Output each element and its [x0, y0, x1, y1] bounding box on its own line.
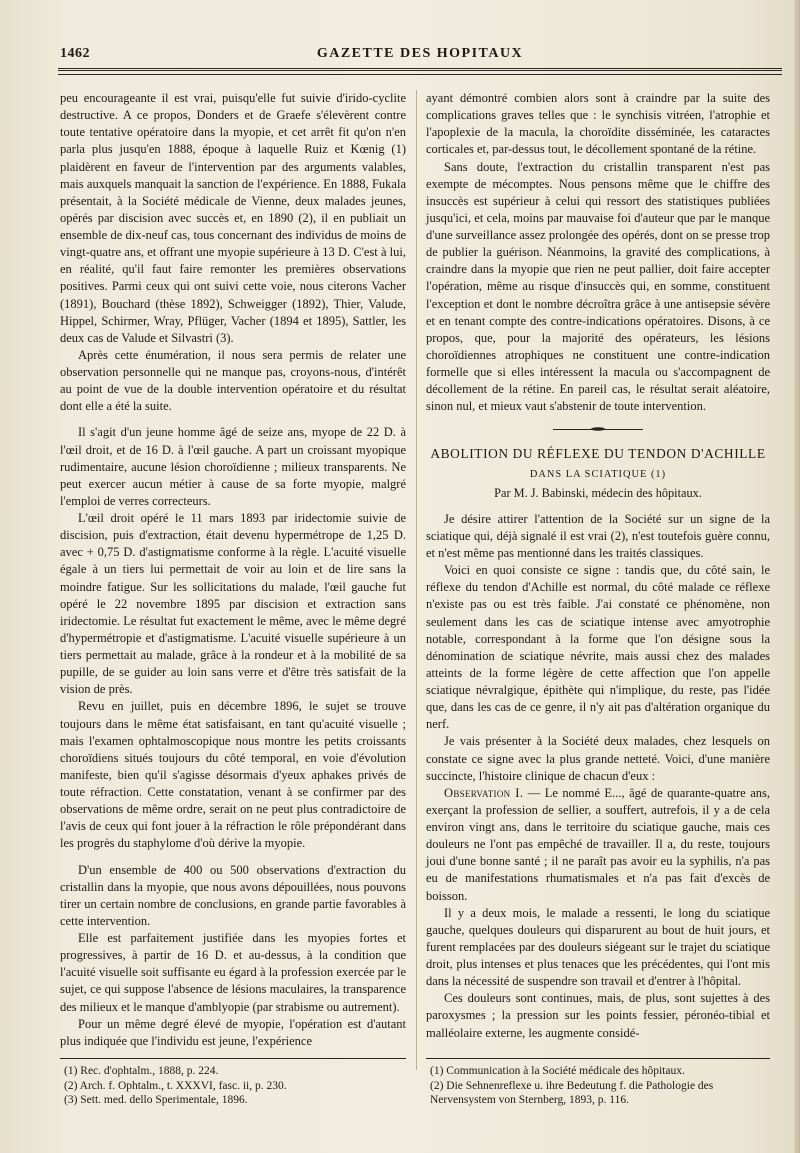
- paragraph: Revu en juillet, puis en décembre 1896, le sujet se trouve toujours dans le même état satisfaisant, en tant qu'acuité visuelle ; mais l'examen ophtalmoscopique nous montre les petits croissants choroïdiens situés toujours du côté temporal, en voie d'évolution manifeste, bien qu'il s'agisse désormais d'yeux aphakes privés de toute réfraction. Cette constatation, venant à se confirmer par des observations de même ordre, serait on ne peut plus contradictoire de l'avis de ceux qui font jouer à la réfraction le rôle prépondérant dans les progrès du staphylome d'où dérive la myopie.: [60, 699, 406, 851]
- paragraph: Après cette énumération, il nous sera permis de relater une observation personnelle qui ne manque pas, croyons-nous, d'intérêt au point de vue de la double intervention opératoire et du résultat dont elle a été la suite.: [60, 347, 406, 414]
- footnote: (3) Sett. med. dello Sperimentale, 1896.: [64, 1094, 248, 1107]
- header-rule-thin: [58, 74, 782, 75]
- article-subtitle: DANS LA SCIATIQUE (1): [529, 468, 667, 480]
- right-column: [426, 90, 770, 1042]
- paragraph: Il s'agit d'un jeune homme âgé de seize ans, myope de 22 D. à l'œil droit, et de 16 D. à l'œil gauche. A part un croissant myopique rudimentaire, aucune lésion choroïdienne ; milieux transparents. Ne peut exercer aucun métier à cause de sa forte myopie, malgré l'emploi de verres correcteurs.: [60, 425, 406, 508]
- column-divider: [416, 90, 417, 1070]
- paragraph: Sans doute, l'extraction du cristallin transparent n'est pas exempte de mécomptes. Nous pensons même que le chiffre des insuccès est supérieur à celui qui ressort des statistiques publiées jusqu'ici, et cela, moins par mauvaise foi d'auteur que par le manque d'une surveillance assez prolongée des opérés, dont on se presse trop de publier la guérison. Néanmoins, la gravité des complications, à craindre dans la myopie que rien ne peut pallier, doit faire accepter l'opération, même au risque d'insuccès qui, en somme, constituent l'exception et dont le nombre décroîtra grâce à une antisepsie sévère et en tenant compte des contre-indications opératoires. Disons, à ce propos, que, pour la majorité des opérateurs, les lésions choroïdiennes atrophiques ne constituent une contre-indication formelle que si elles intéressent la macula ou s'accompagnent de décollement de la rétine. En pareil cas, le résultat serait aléatoire, sinon nul, et mieux vaut s'abstenir de toute intervention.: [426, 159, 770, 414]
- paragraph: D'un ensemble de 400 ou 500 observations d'extraction du cristallin dans la myopie, que nous avons dépouillées, nous pouvons tirer un certain nombre de conclusions, en grande partie favorables à cette intervention.: [60, 862, 406, 928]
- header-rule: [58, 68, 782, 71]
- page-header: [60, 46, 780, 68]
- article-title: ABOLITION DU RÉFLEXE DU TENDON D'ACHILLE: [430, 446, 766, 462]
- paragraph: ayant démontré combien alors sont à craindre par la suite des complications graves telles que : le synchisis vitréen, l'atrophie et l'apoplexie de la macula, la choroïdite disséminée, les cataractes corticales et, par-dessus tout, le décollement spontané de la rétine.: [426, 91, 770, 157]
- footnote-rule: [426, 1058, 770, 1059]
- paragraph: Je désire attirer l'attention de la Société sur un signe de la sciatique qui, déjà signalé il est vrai (2), n'est toutefois guère connu, et n'est même pas mentionné dans les traités classiques.: [426, 511, 770, 560]
- footnotes-right: [426, 1064, 770, 1108]
- observation-paragraph: [426, 785, 770, 905]
- paragraph: Elle est parfaitement justifiée dans les myopies fortes et progressives, à partir de 16 D. et au-dessus, à la condition que l'acuité visuelle soit suffisante eu égard à la profession exercée par le sujet, ce qui suppose l'absence de lésions maculaires, la transparence des milieux et le manque d'amblyopie (par strabisme ou autrement).: [60, 931, 406, 1014]
- footnote: (1) Communication à la Société médicale des hôpitaux.: [430, 1065, 685, 1077]
- paragraph: Je vais présenter à la Société deux malades, chez lesquels on constate ce signe avec la plus grande netteté. Voici, d'une manière succincte, l'histoire clinique de chacun d'eux :: [426, 734, 770, 783]
- footnote-rule: [60, 1058, 406, 1059]
- article-author: Par M. J. Babinski, médecin des hôpitaux.: [494, 485, 702, 500]
- paragraph: peu encourageante il est vrai, puisqu'elle fut suivie d'irido-cyclite destructive. A ce propos, Donders et de Graefe s'élevèrent contre toute tentative opératoire dans la myopie, et cet arrêt fit qu'on n'en parla plus jusqu'en 1888, époque à laquelle Ruiz et Kœnig (1) plaidèrent en faveur de l'intervention par des arguments valables, mais auxquels manquait la sanction de l'expérience. En 1888, Fukala présentait, à la Société médicale de Vienne, deux malades jeunes, opérés par discision avec succès et, en 1890 (2), il en publiait un ensemble de dix-neuf cas, tous concernant des individus de moins de vingt-quatre ans, et offrant une myopie supérieure à 13 D. C'est à lui, en réalité, qu'il faut faire remonter les premières observations positives. Parmi ceux qui ont suivi cette voie, nous citerons Vacher (1891), Bouchard (thèse 1892), Schweigger (1892), Thier, Valude, Hippel, Schirmer, Wray, Pflüger, Vacher (1894 et 1895), Sattler, les deux cas de Valude et Silvastri (3).: [60, 91, 406, 345]
- paragraph: L'œil droit opéré le 11 mars 1893 par iridectomie suivie de discision, puis d'extraction, était devenu hypermétrope de 1,25 D. avec + 0,75 D. d'astigmatisme conforme à la règle. L'acuité visuelle égale à un tiers lui permettait de voir au loin et de lire sans la moindre fatigue. Sur les sollicitations du malade, l'œil gauche fut opéré le 22 novembre 1895 par discision et extraction sans iridectomie. Le résultat fut exactement le même, avec le même degré d'hypermétropie et d'astigmatisme. L'acuité visuelle supérieure à un tiers permettait au malade, grâce à la rondeur et à la mobilité de sa pupille, de se guider au loin sans verre et d'être très satisfait de la vision de près.: [60, 511, 406, 697]
- footnote: (2) Die Sehnenreflexe u. ihre Bedeutung f. die Pathologie des Nervensystem von Sternberg, 1893, p. 116.: [430, 1079, 714, 1107]
- binding-edge: [794, 0, 800, 1153]
- paragraph: Pour un même degré élevé de myopie, l'opération est d'autant plus indiquée que l'individu est jeune, l'expérience: [60, 1016, 406, 1048]
- paragraph: Ces douleurs sont continues, mais, de plus, sont sujettes à des paroxysmes ; la pression sur les points fessier, péronéo-tibial et malléolaire externe, les augmente considé-: [426, 991, 770, 1040]
- observation-text: — Le nommé E..., âgé de quarante-quatre ans, exerçant la profession de sellier, a souffert, autrefois, il y a de cela environ vingt ans, dans le territoire du sciatique gauche, mais ces douleurs ne l'ont pas empêché de travailler. Il a, du reste, toujours joui d'une bonne santé ; il ne paraît pas avoir eu la syphilis, n'a pas eu de manifestations rhumatismales et n'a pas fait d'excès de boisson.: [426, 785, 771, 903]
- paragraph: Il y a deux mois, le malade a ressenti, le long du sciatique gauche, quelques douleurs qui disparurent au bout de huit jours, et furent remplacées par des douleurs siégeant sur le trajet du sciatique droit, plus intenses et plus tenaces que les précédentes, qui l'ont mis dans la nécessité de suspendre son travail et d'entrer à l'hôpital.: [426, 905, 770, 989]
- footnotes-left: [60, 1064, 406, 1108]
- page-number: 1462: [60, 46, 90, 61]
- running-title: GAZETTE DES HOPITAUX: [316, 46, 524, 61]
- footnote: (1) Rec. d'ophtalm., 1888, p. 224.: [64, 1065, 219, 1077]
- section-ornament-rule: [553, 425, 643, 433]
- footnote: (2) Arch. f. Ophtalm., t. XXXVI, fasc. ii, p. 230.: [64, 1079, 287, 1092]
- left-column: [60, 90, 406, 1050]
- paragraph: Voici en quoi consiste ce signe : tandis que, du côté sain, le réflexe du tendon d'Achille est normal, du côté malade ce réflexe n'existe pas ou est très faible. J'ai constaté ce phénomène, non seulement dans les cas de sciatique intense avec amyotrophie notable, correspondant à la forme que l'on désigne sous la dénomination de sciatique névrite, mais aussi chez des malades atteints de la forme légère de cette affection que l'on appelle sciatique névralgique, épithète qui n'implique, du reste, pas l'idée que, dans les cas de ce genre, il n'y ait pas d'altération organique du nerf.: [426, 563, 770, 732]
- observation-label: Observation I.: [444, 785, 524, 800]
